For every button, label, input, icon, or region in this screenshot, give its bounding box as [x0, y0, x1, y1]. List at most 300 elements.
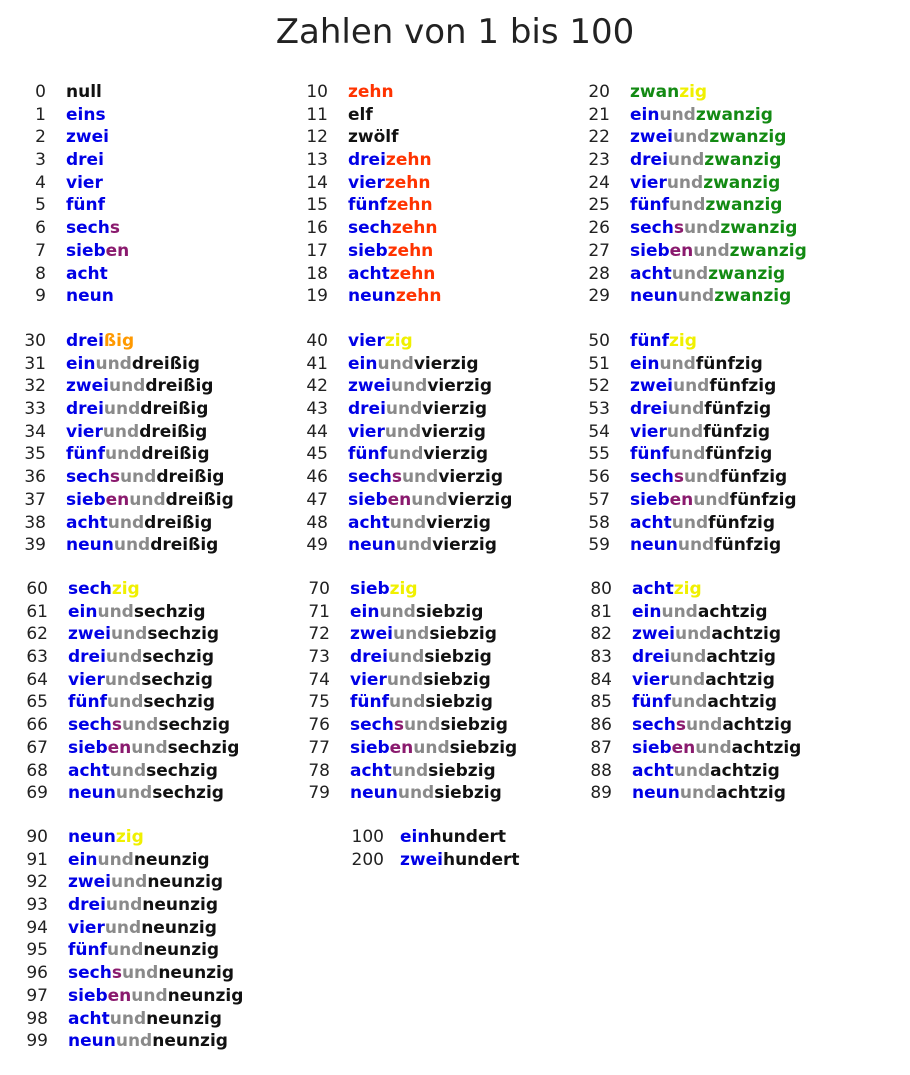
word-segment: sieb — [348, 489, 388, 510]
number-digit: 76 — [308, 715, 330, 736]
number-digit: 15 — [306, 195, 328, 216]
word-segment: acht — [68, 760, 110, 781]
number-word — [348, 217, 437, 240]
word-segment: en — [669, 489, 694, 510]
word-segment: dreißig — [165, 489, 234, 510]
word-segment: drei — [632, 647, 670, 668]
word-segment: vier — [350, 669, 387, 690]
number-word — [68, 601, 206, 624]
word-segment: vier — [66, 421, 103, 442]
number-digit: 87 — [590, 737, 612, 758]
number-word — [632, 782, 786, 805]
number-digit: 18 — [306, 263, 328, 284]
word-segment: und — [119, 467, 157, 488]
word-segment: vier — [630, 172, 667, 193]
word-segment: zwei — [350, 624, 393, 645]
word-segment: siebzig — [424, 647, 492, 668]
number-word — [68, 962, 234, 985]
number-digit: 22 — [588, 127, 610, 148]
word-segment: neunzig — [146, 1008, 222, 1029]
word-segment: sechzig — [146, 760, 218, 781]
word-segment: und — [131, 985, 168, 1006]
word-segment: und — [411, 489, 448, 510]
word-segment: hundert — [429, 827, 506, 847]
word-segment: und — [105, 444, 142, 465]
word-segment: hundert — [442, 849, 520, 870]
word-segment: zwanzig — [703, 172, 781, 193]
number-word — [350, 646, 492, 669]
number-digit: 28 — [588, 263, 610, 284]
number-word — [68, 737, 239, 760]
word-segment: acht — [66, 263, 108, 284]
word-segment: zig — [679, 82, 708, 102]
word-segment: zwanzig — [714, 286, 792, 307]
word-segment: zwanzig — [729, 240, 807, 261]
word-segment: sech — [350, 715, 394, 736]
number-word — [66, 353, 200, 376]
word-segment: drei — [66, 150, 104, 171]
word-segment: und — [115, 1031, 153, 1052]
number-digit: 52 — [588, 376, 610, 397]
word-segment: sech — [348, 218, 392, 239]
word-segment: und — [667, 150, 705, 171]
word-segment: sech — [630, 218, 674, 239]
word-segment: und — [693, 489, 730, 510]
number-word — [400, 826, 506, 849]
word-segment: en — [387, 489, 412, 510]
number-digit: 47 — [306, 489, 328, 510]
word-segment: sieb — [632, 737, 672, 758]
word-segment: zehn — [389, 263, 436, 284]
number-digit: 24 — [588, 172, 610, 193]
number-digit: 83 — [590, 647, 612, 668]
word-segment: acht — [348, 512, 390, 533]
word-segment: zehn — [385, 150, 432, 171]
number-word — [632, 578, 702, 601]
number-digit: 66 — [26, 715, 48, 736]
number-digit: 23 — [588, 150, 610, 171]
word-segment: und — [695, 737, 732, 758]
number-word — [66, 398, 208, 421]
number-word — [630, 489, 797, 512]
number-word — [66, 285, 114, 308]
word-segment: vierzig — [422, 399, 488, 420]
word-segment: fünfzig — [729, 489, 797, 510]
word-segment: zwanzig — [709, 127, 787, 148]
word-segment: fünfzig — [705, 444, 773, 465]
number-digit: 46 — [306, 467, 328, 488]
number-word — [348, 489, 512, 512]
number-digit: 71 — [308, 601, 330, 622]
number-word — [630, 353, 763, 376]
number-word — [68, 894, 218, 917]
number-digit: 8 — [35, 263, 46, 284]
number-word — [66, 240, 129, 263]
number-word — [630, 217, 797, 240]
word-segment: acht — [348, 263, 390, 284]
number-word — [350, 760, 496, 783]
word-segment: und — [377, 353, 414, 374]
word-segment: s — [391, 467, 402, 488]
number-word — [68, 1030, 228, 1053]
word-segment: und — [97, 849, 134, 870]
word-segment: und — [387, 444, 424, 465]
number-word — [630, 126, 786, 149]
word-segment: achtzig — [731, 737, 802, 758]
word-segment: acht — [630, 512, 672, 533]
word-segment: s — [109, 467, 120, 488]
number-digit: 80 — [590, 579, 612, 599]
number-word — [66, 443, 210, 466]
number-word — [348, 330, 413, 353]
number-word — [630, 172, 780, 195]
number-digit: 88 — [590, 760, 612, 781]
word-segment: und — [677, 286, 715, 307]
word-segment: acht — [68, 1008, 110, 1029]
word-segment: neun — [630, 286, 678, 307]
word-segment: sechzig — [141, 669, 213, 690]
number-word — [348, 263, 435, 286]
number-digit: 17 — [306, 240, 328, 261]
word-segment: vier — [630, 421, 667, 442]
word-segment: vier — [632, 669, 669, 690]
word-segment: sechzig — [133, 601, 206, 622]
number-word — [632, 601, 768, 624]
number-word — [66, 375, 213, 398]
number-word — [348, 126, 399, 149]
number-word — [630, 285, 791, 308]
word-segment: drei — [348, 150, 386, 171]
word-segment: neunzig — [143, 940, 220, 961]
word-segment: sechzig — [147, 624, 220, 645]
number-word — [348, 534, 497, 557]
number-word — [348, 172, 430, 195]
word-segment: achtzig — [706, 647, 776, 668]
number-digit: 68 — [26, 760, 48, 781]
word-segment: sieb — [66, 240, 106, 261]
word-segment: und — [666, 421, 704, 442]
number-word — [66, 263, 108, 286]
word-segment: fünf — [632, 692, 671, 713]
number-digit: 77 — [308, 737, 330, 758]
number-digit: 26 — [588, 218, 610, 239]
number-digit: 60 — [26, 579, 48, 599]
number-digit: 51 — [588, 353, 610, 374]
word-segment: und — [115, 783, 153, 804]
word-segment: s — [393, 715, 404, 736]
word-segment: und — [390, 376, 428, 397]
number-word — [348, 194, 433, 217]
number-word — [350, 601, 483, 624]
number-digit: 12 — [306, 127, 328, 148]
word-segment: neun — [348, 286, 396, 307]
word-segment: zwei — [66, 376, 109, 397]
word-segment: zwanzig — [695, 104, 773, 125]
word-segment: und — [668, 669, 706, 690]
number-digit: 84 — [590, 669, 612, 690]
number-digit: 20 — [588, 82, 610, 102]
word-segment: fünfzig — [703, 421, 771, 442]
word-segment: siebzig — [440, 715, 508, 736]
word-segment: s — [673, 218, 684, 239]
word-segment: vierzig — [426, 512, 491, 533]
word-segment: drei — [630, 150, 668, 171]
word-segment: und — [389, 512, 427, 533]
number-digit: 3 — [35, 150, 46, 171]
number-word — [630, 466, 787, 489]
word-segment: zig — [111, 579, 140, 599]
word-segment: und — [110, 624, 148, 645]
word-segment: zehn — [387, 240, 434, 261]
word-segment: vierzig — [447, 489, 513, 510]
word-segment: zig — [115, 827, 144, 847]
word-segment: acht — [66, 512, 108, 533]
number-digit: 19 — [306, 286, 328, 307]
word-segment: zwei — [400, 849, 443, 870]
word-segment: zehn — [391, 218, 438, 239]
word-segment: fünf — [630, 195, 669, 216]
word-segment: sechzig — [142, 647, 215, 668]
number-digit: 97 — [26, 985, 48, 1006]
word-segment: neun — [350, 783, 398, 804]
number-digit: 21 — [588, 104, 610, 125]
word-segment: achtzig — [697, 601, 768, 622]
number-word — [348, 443, 488, 466]
number-word — [68, 939, 219, 962]
word-segment: achtzig — [722, 715, 792, 736]
word-segment: zwanzig — [704, 150, 782, 171]
number-word — [68, 871, 223, 894]
number-word — [350, 623, 497, 646]
word-segment: zwanzig — [720, 218, 798, 239]
word-segment: sech — [66, 218, 110, 239]
number-digit: 93 — [26, 895, 48, 916]
word-segment: und — [693, 240, 730, 261]
word-segment: fünfzig — [704, 399, 772, 420]
number-digit: 200 — [351, 849, 384, 870]
word-segment: achtzig — [716, 783, 786, 804]
word-segment: vierzig — [438, 467, 504, 488]
number-word — [66, 172, 103, 195]
number-word — [66, 489, 234, 512]
word-segment: und — [107, 940, 144, 961]
number-word — [66, 194, 105, 217]
number-word — [632, 623, 781, 646]
word-segment: siebzig — [429, 624, 497, 645]
word-segment: sechzig — [152, 783, 224, 804]
word-segment: en — [107, 985, 132, 1006]
word-segment: siebzig — [415, 601, 484, 622]
number-word — [348, 466, 503, 489]
word-segment: sieb — [348, 240, 388, 261]
word-segment: zehn — [395, 286, 442, 307]
word-segment: sech — [66, 467, 110, 488]
word-segment: und — [104, 917, 142, 938]
word-segment: und — [386, 669, 424, 690]
number-word — [632, 737, 801, 760]
word-segment: vierzig — [423, 444, 489, 465]
number-digit: 4 — [35, 172, 46, 193]
word-segment: sieb — [66, 489, 106, 510]
word-segment: fünf — [630, 331, 669, 351]
number-digit: 30 — [24, 331, 46, 351]
word-segment: und — [385, 399, 423, 420]
word-segment: drei — [350, 647, 388, 668]
word-segment: zehn — [387, 195, 433, 216]
word-segment: neunzig — [167, 985, 244, 1006]
word-segment: und — [669, 195, 706, 216]
number-word — [348, 398, 487, 421]
number-digit: 63 — [26, 647, 48, 668]
word-segment: und — [669, 647, 707, 668]
number-word — [350, 782, 502, 805]
word-segment: und — [107, 692, 144, 713]
page-title: Zahlen von 1 bis 100 — [275, 12, 635, 52]
word-segment: und — [671, 692, 708, 713]
number-digit: 1 — [35, 104, 46, 125]
word-segment: und — [387, 647, 425, 668]
number-word — [66, 81, 102, 104]
word-segment: und — [391, 760, 429, 781]
word-segment: und — [102, 421, 140, 442]
word-segment: und — [384, 421, 422, 442]
number-digit: 95 — [26, 940, 48, 961]
word-segment: vierzig — [413, 353, 479, 374]
word-segment: und — [107, 512, 145, 533]
word-segment: ein — [348, 353, 378, 374]
number-digit: 0 — [35, 82, 46, 102]
number-word — [632, 669, 775, 692]
number-word — [348, 285, 441, 308]
word-segment: fünf — [350, 692, 389, 713]
word-segment: fünf — [348, 444, 387, 465]
word-segment: neun — [632, 783, 680, 804]
word-segment: zwei — [66, 127, 109, 148]
word-segment: dreißig — [144, 512, 213, 533]
word-segment: dreißig — [131, 353, 200, 374]
number-word — [632, 691, 777, 714]
number-digit: 34 — [24, 421, 46, 442]
number-digit: 45 — [306, 444, 328, 465]
number-digit: 78 — [308, 760, 330, 781]
word-segment: ein — [68, 849, 98, 870]
word-segment: vier — [68, 669, 105, 690]
word-segment: en — [107, 737, 132, 758]
number-word — [632, 760, 780, 783]
number-digit: 75 — [308, 692, 330, 713]
number-word — [630, 421, 770, 444]
word-segment: sieb — [68, 985, 108, 1006]
word-segment: drei — [66, 399, 104, 420]
number-digit: 38 — [24, 512, 46, 533]
number-word — [68, 646, 214, 669]
number-digit: 90 — [26, 827, 48, 847]
number-word — [68, 826, 144, 849]
word-segment: zwei — [630, 127, 673, 148]
word-segment: und — [672, 127, 710, 148]
word-segment: und — [674, 624, 712, 645]
word-segment: dreißig — [156, 467, 225, 488]
word-segment: vierzig — [427, 376, 493, 397]
word-segment: neunzig — [158, 963, 235, 984]
word-segment: neun — [66, 535, 114, 556]
number-word — [66, 217, 120, 240]
number-word — [630, 194, 782, 217]
word-segment: siebzig — [434, 783, 502, 804]
word-segment: drei — [68, 647, 106, 668]
number-word — [632, 646, 776, 669]
word-segment: fünf — [68, 692, 107, 713]
number-digit: 7 — [35, 240, 46, 261]
number-digit: 32 — [24, 376, 46, 397]
word-segment: ein — [350, 601, 380, 622]
number-word — [66, 512, 212, 535]
number-digit: 64 — [26, 669, 48, 690]
word-segment: sieb — [350, 737, 390, 758]
word-segment: und — [110, 872, 148, 893]
word-segment: fünfzig — [714, 535, 782, 556]
word-segment: sech — [632, 715, 676, 736]
word-segment: und — [669, 444, 706, 465]
word-segment: zehn — [384, 172, 431, 193]
number-digit: 81 — [590, 601, 612, 622]
word-segment: zig — [669, 331, 697, 351]
word-segment: und — [659, 104, 696, 125]
word-segment: s — [109, 218, 120, 239]
word-segment: en — [669, 240, 694, 261]
number-digit: 31 — [24, 353, 46, 374]
number-digit: 69 — [26, 783, 48, 804]
word-segment: en — [389, 737, 414, 758]
word-segment: und — [671, 263, 709, 284]
word-segment: sieb — [630, 240, 670, 261]
word-segment: und — [673, 760, 711, 781]
word-segment: ein — [630, 353, 660, 374]
word-segment: acht — [350, 760, 392, 781]
word-segment: fünf — [630, 444, 669, 465]
word-segment: ein — [68, 601, 98, 622]
word-segment: acht — [632, 760, 674, 781]
word-segment: ein — [630, 104, 660, 125]
word-segment: null — [66, 82, 102, 102]
word-segment: und — [97, 601, 134, 622]
word-segment: fünfzig — [709, 376, 777, 397]
number-digit: 82 — [590, 624, 612, 645]
number-digit: 98 — [26, 1008, 48, 1029]
number-digit: 9 — [35, 286, 46, 307]
number-digit: 94 — [26, 917, 48, 938]
word-segment: zehn — [348, 82, 394, 102]
number-word — [66, 126, 109, 149]
word-segment: sechzig — [167, 737, 240, 758]
word-segment: neunzig — [152, 1031, 228, 1052]
number-word — [630, 398, 771, 421]
number-word — [348, 104, 373, 127]
number-digit: 79 — [308, 783, 330, 804]
word-segment: s — [111, 963, 122, 984]
number-digit: 67 — [26, 737, 48, 758]
word-segment: und — [403, 715, 441, 736]
word-segment: neun — [68, 783, 116, 804]
number-word — [68, 985, 243, 1008]
word-segment: und — [667, 399, 705, 420]
number-digit: 27 — [588, 240, 610, 261]
word-segment: siebzig — [428, 760, 496, 781]
word-segment: zwan — [630, 82, 680, 102]
number-digit: 35 — [24, 444, 46, 465]
word-segment: neunzig — [141, 917, 217, 938]
number-word — [350, 669, 491, 692]
